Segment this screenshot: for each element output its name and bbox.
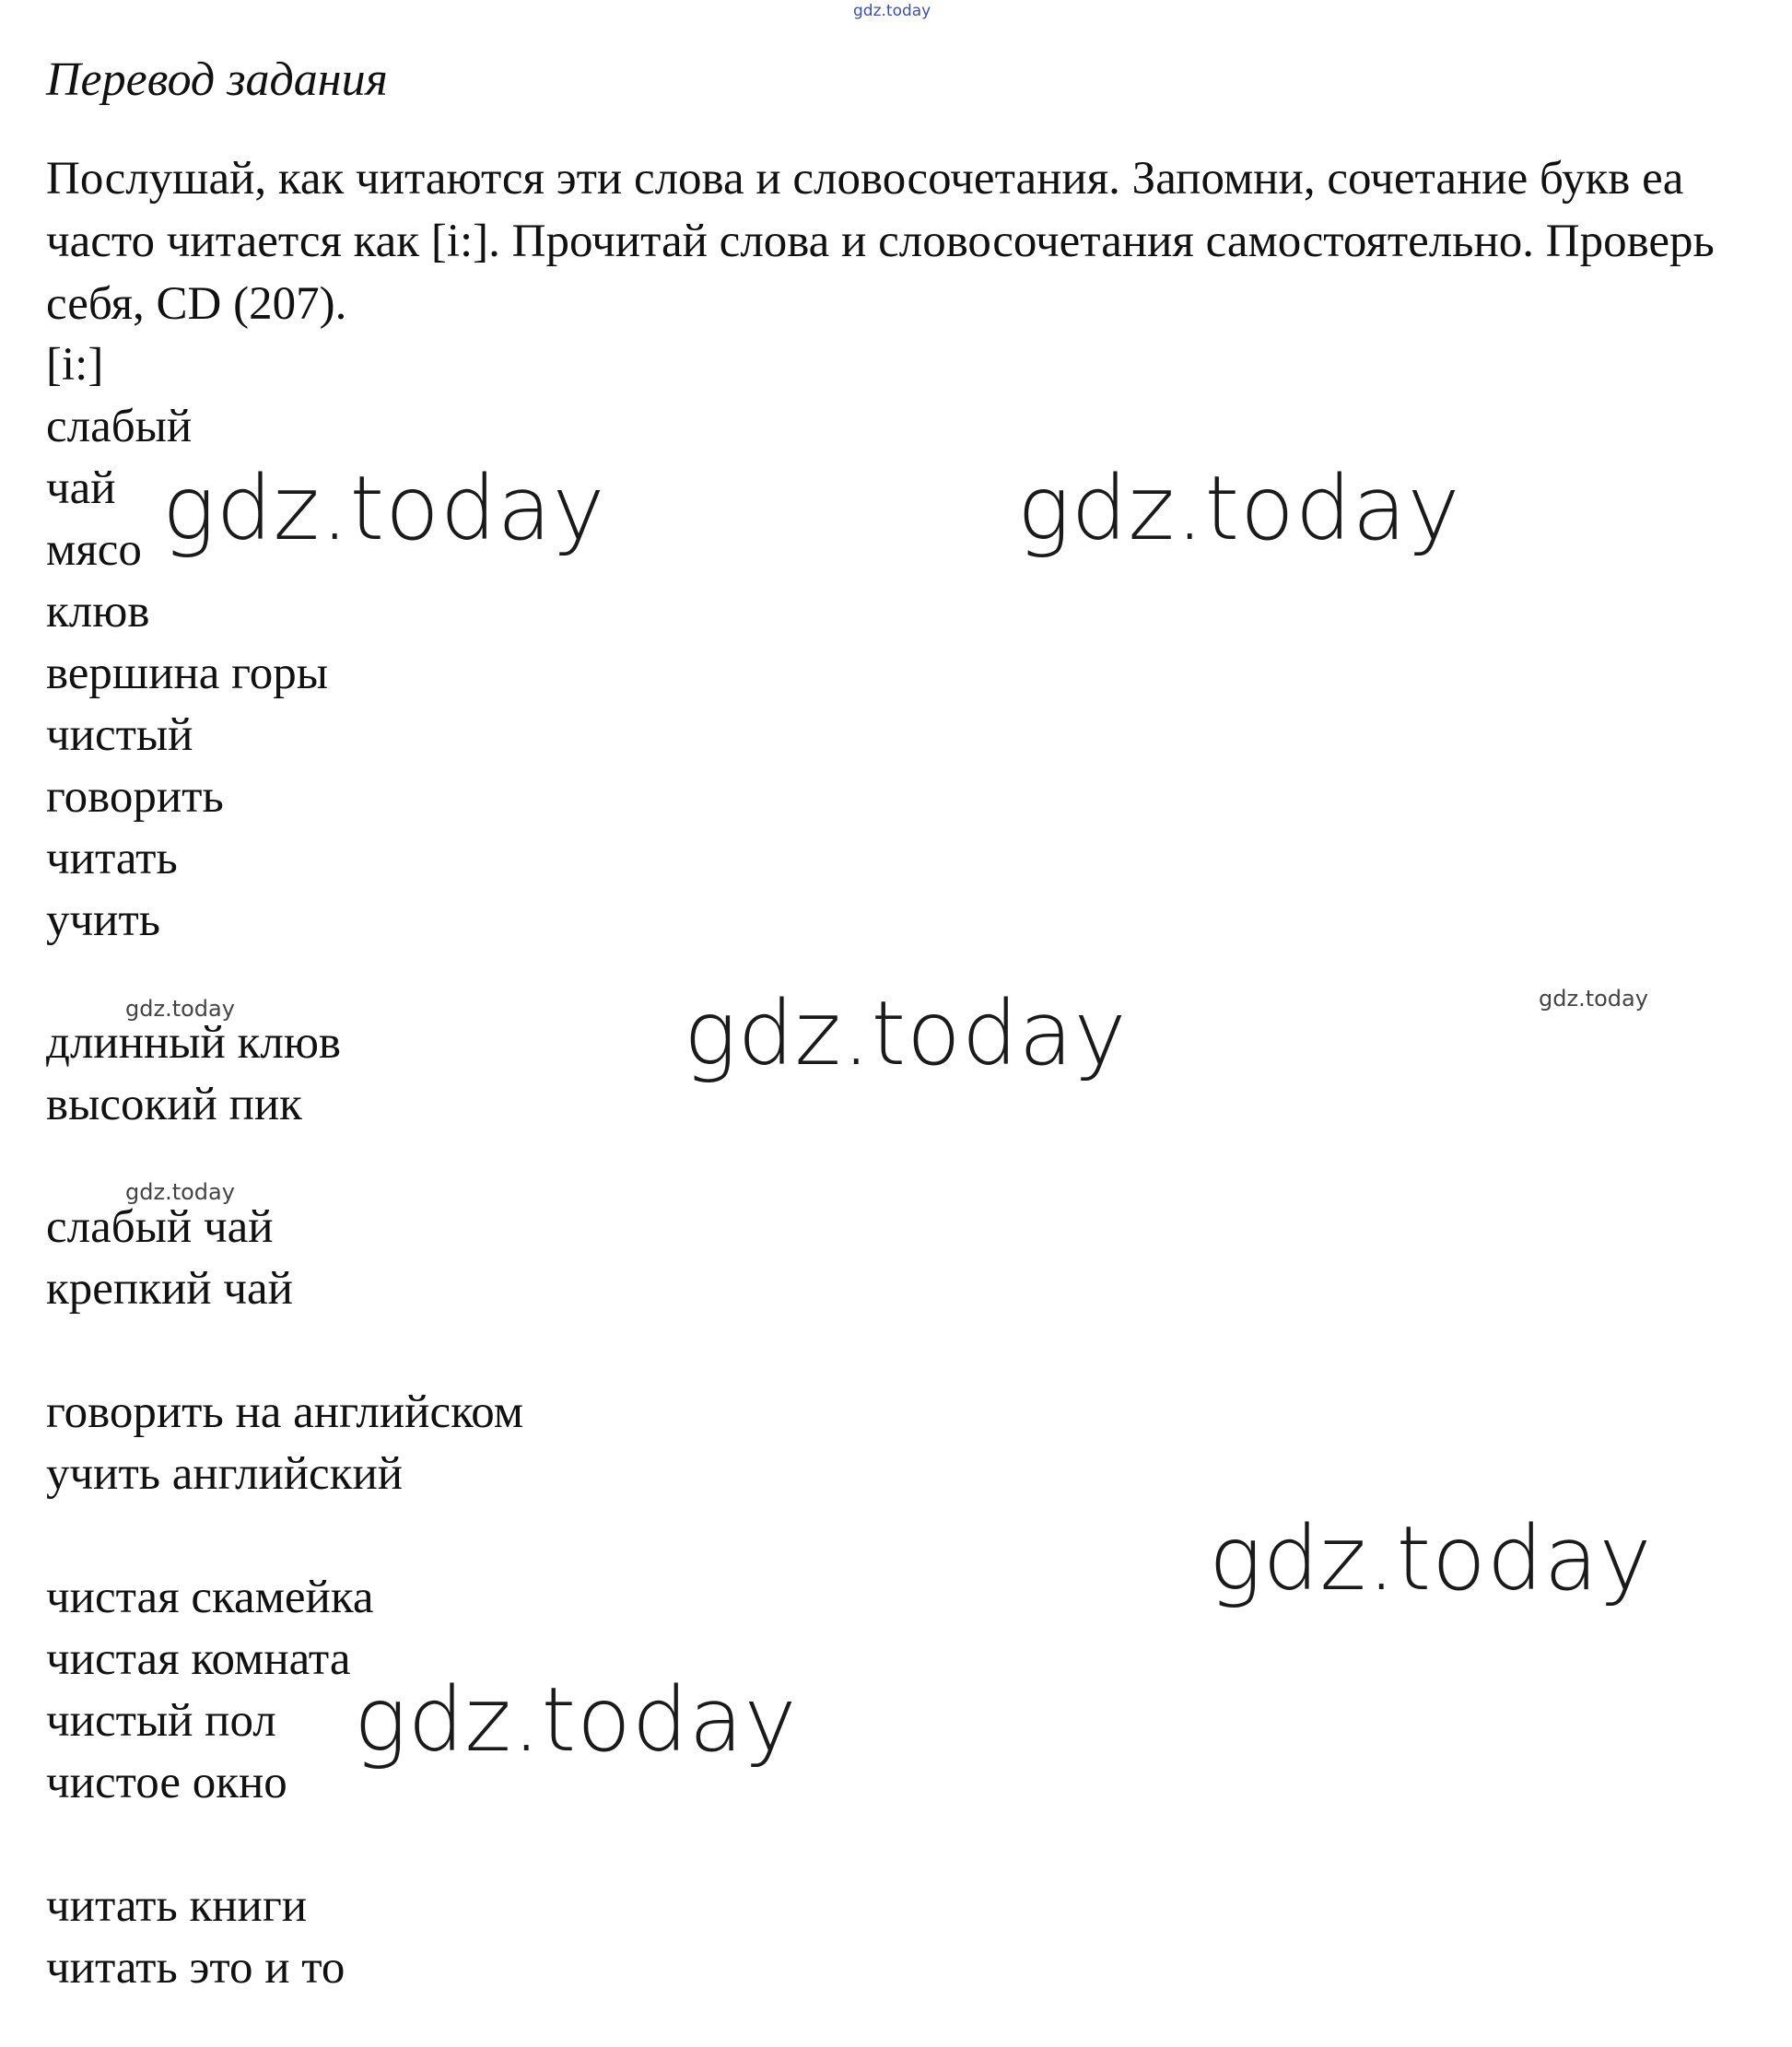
word-item: мясо [46,524,142,576]
watermark-small: gdz.today [125,996,235,1022]
word-item: слабый [46,401,193,452]
watermark-large: gdz.today [162,457,606,560]
sound-symbol: [i:] [46,339,104,391]
word-item: клюв [46,586,150,637]
watermark-small: gdz.today [125,1179,235,1205]
watermark-small: gdz.today [1539,986,1648,1012]
phrase-item: чистое окно [46,1757,287,1808]
word-item: учить [46,895,160,946]
phrase-item: высокий пик [46,1079,302,1130]
watermark-large: gdz.today [354,1668,798,1772]
watermark-large: gdz.today [1209,1507,1653,1610]
phrase-item: чистая скамейка [46,1572,374,1623]
phrase-item: читать это и то [46,1942,346,1994]
phrase-item: слабый чай [46,1201,274,1253]
watermark-large: gdz.today [1017,457,1461,560]
phrase-item: чистая комната [46,1633,351,1685]
phrase-item: говорить на английском [46,1386,524,1438]
watermark-top: gdz.today [853,2,931,20]
phrase-item: учить английский [46,1448,404,1500]
phrase-item: читать книги [46,1880,308,1932]
page-title: Перевод задания [46,53,388,106]
phrase-item: чистый пол [46,1695,276,1747]
watermark-large: gdz.today [684,982,1128,1085]
word-item: вершина горы [46,648,329,699]
phrase-item: длинный клюв [46,1017,341,1069]
word-item: говорить [46,771,224,823]
instruction-text: Послушай, как читаются эти слова и словосочетания. Запомни, сочетание букв ea часто читается как [i:]. Прочитай слова и словосочетания самостоятельно. Проверь себя, CD (207). [46,153,1715,330]
word-item: чай [46,462,116,514]
word-item: чистый [46,709,193,761]
phrase-item: крепкий чай [46,1263,293,1315]
word-item: читать [46,833,178,884]
